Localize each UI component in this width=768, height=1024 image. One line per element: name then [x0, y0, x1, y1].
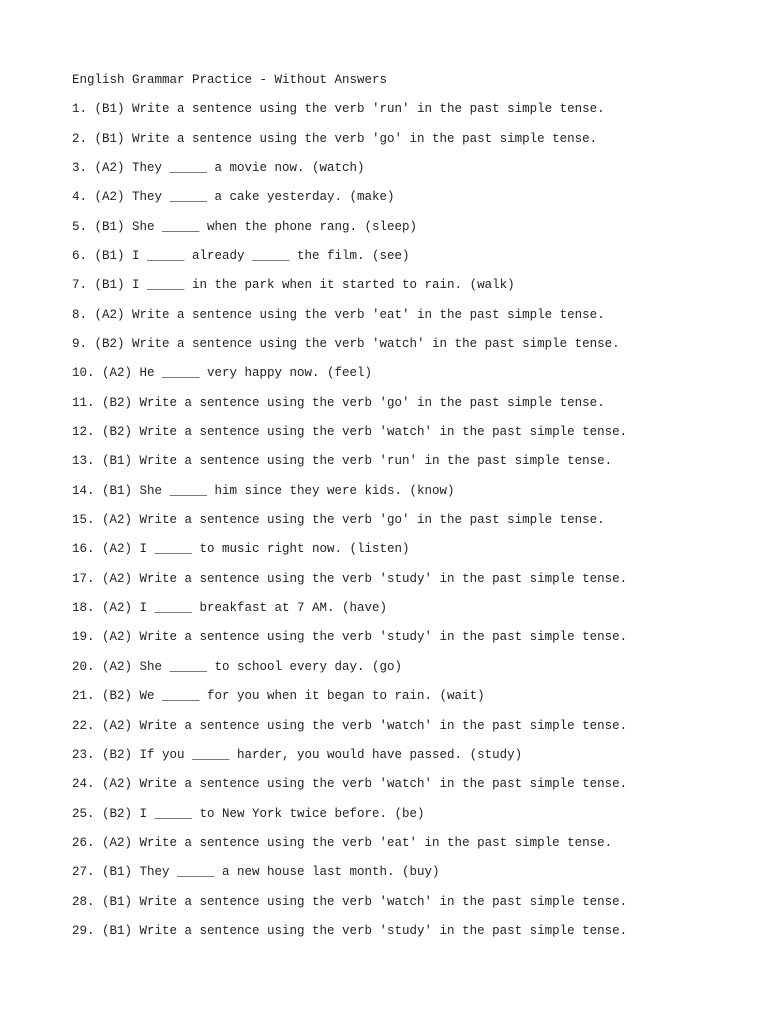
question-item-4: 4. (A2) They _____ a cake yesterday. (make) [72, 190, 395, 205]
question-item-29: 29. (B1) Write a sentence using the verb 'study' in the past simple tense. [72, 923, 628, 938]
question-item-14: 14. (B1) She _____ him since they were kids. (know) [72, 483, 455, 498]
question-list [72, 99, 752, 950]
question-item-15: 15. (A2) Write a sentence using the verb 'go' in the past simple tense. [72, 513, 605, 528]
question-item-3: 3. (A2) They _____ a movie now. (watch) [72, 160, 365, 175]
question-item-1: 1. (B1) Write a sentence using the verb 'run' in the past simple tense. [72, 102, 605, 117]
question-item-24: 24. (A2) Write a sentence using the verb 'watch' in the past simple tense. [72, 777, 628, 792]
question-item-5: 5. (B1) She _____ when the phone rang. (sleep) [72, 219, 418, 234]
question-item-18: 18. (A2) I _____ breakfast at 7 AM. (have) [72, 601, 388, 616]
question-item-19: 19. (A2) Write a sentence using the verb 'study' in the past simple tense. [72, 630, 628, 645]
question-item-21: 21. (B2) We _____ for you when it began to rain. (wait) [72, 689, 485, 704]
question-item-13: 13. (B1) Write a sentence using the verb 'run' in the past simple tense. [72, 454, 613, 469]
question-item-26: 26. (A2) Write a sentence using the verb 'eat' in the past simple tense. [72, 835, 613, 850]
question-item-17: 17. (A2) Write a sentence using the verb 'study' in the past simple tense. [72, 571, 628, 586]
question-item-2: 2. (B1) Write a sentence using the verb 'go' in the past simple tense. [72, 131, 598, 146]
question-item-7: 7. (B1) I _____ in the park when it started to rain. (walk) [72, 278, 515, 293]
question-item-28: 28. (B1) Write a sentence using the verb 'watch' in the past simple tense. [72, 894, 628, 909]
question-item-20: 20. (A2) She _____ to school every day. (go) [72, 659, 403, 674]
question-item-6: 6. (B1) I _____ already _____ the film. (see) [72, 249, 410, 264]
question-item-22: 22. (A2) Write a sentence using the verb 'watch' in the past simple tense. [72, 718, 628, 733]
document-page [72, 70, 752, 950]
question-item-27: 27. (B1) They _____ a new house last month. (buy) [72, 865, 440, 880]
question-item-25: 25. (B2) I _____ to New York twice before. (be) [72, 806, 425, 821]
question-item-8: 8. (A2) Write a sentence using the verb 'eat' in the past simple tense. [72, 307, 605, 322]
document-title: English Grammar Practice - Without Answers [72, 73, 388, 87]
question-item-23: 23. (B2) If you _____ harder, you would have passed. (study) [72, 747, 523, 762]
question-item-12: 12. (B2) Write a sentence using the verb 'watch' in the past simple tense. [72, 425, 628, 440]
question-item-11: 11. (B2) Write a sentence using the verb 'go' in the past simple tense. [72, 395, 605, 410]
question-item-9: 9. (B2) Write a sentence using the verb 'watch' in the past simple tense. [72, 337, 620, 352]
question-item-16: 16. (A2) I _____ to music right now. (listen) [72, 542, 410, 557]
question-item-10: 10. (A2) He _____ very happy now. (feel) [72, 366, 373, 381]
